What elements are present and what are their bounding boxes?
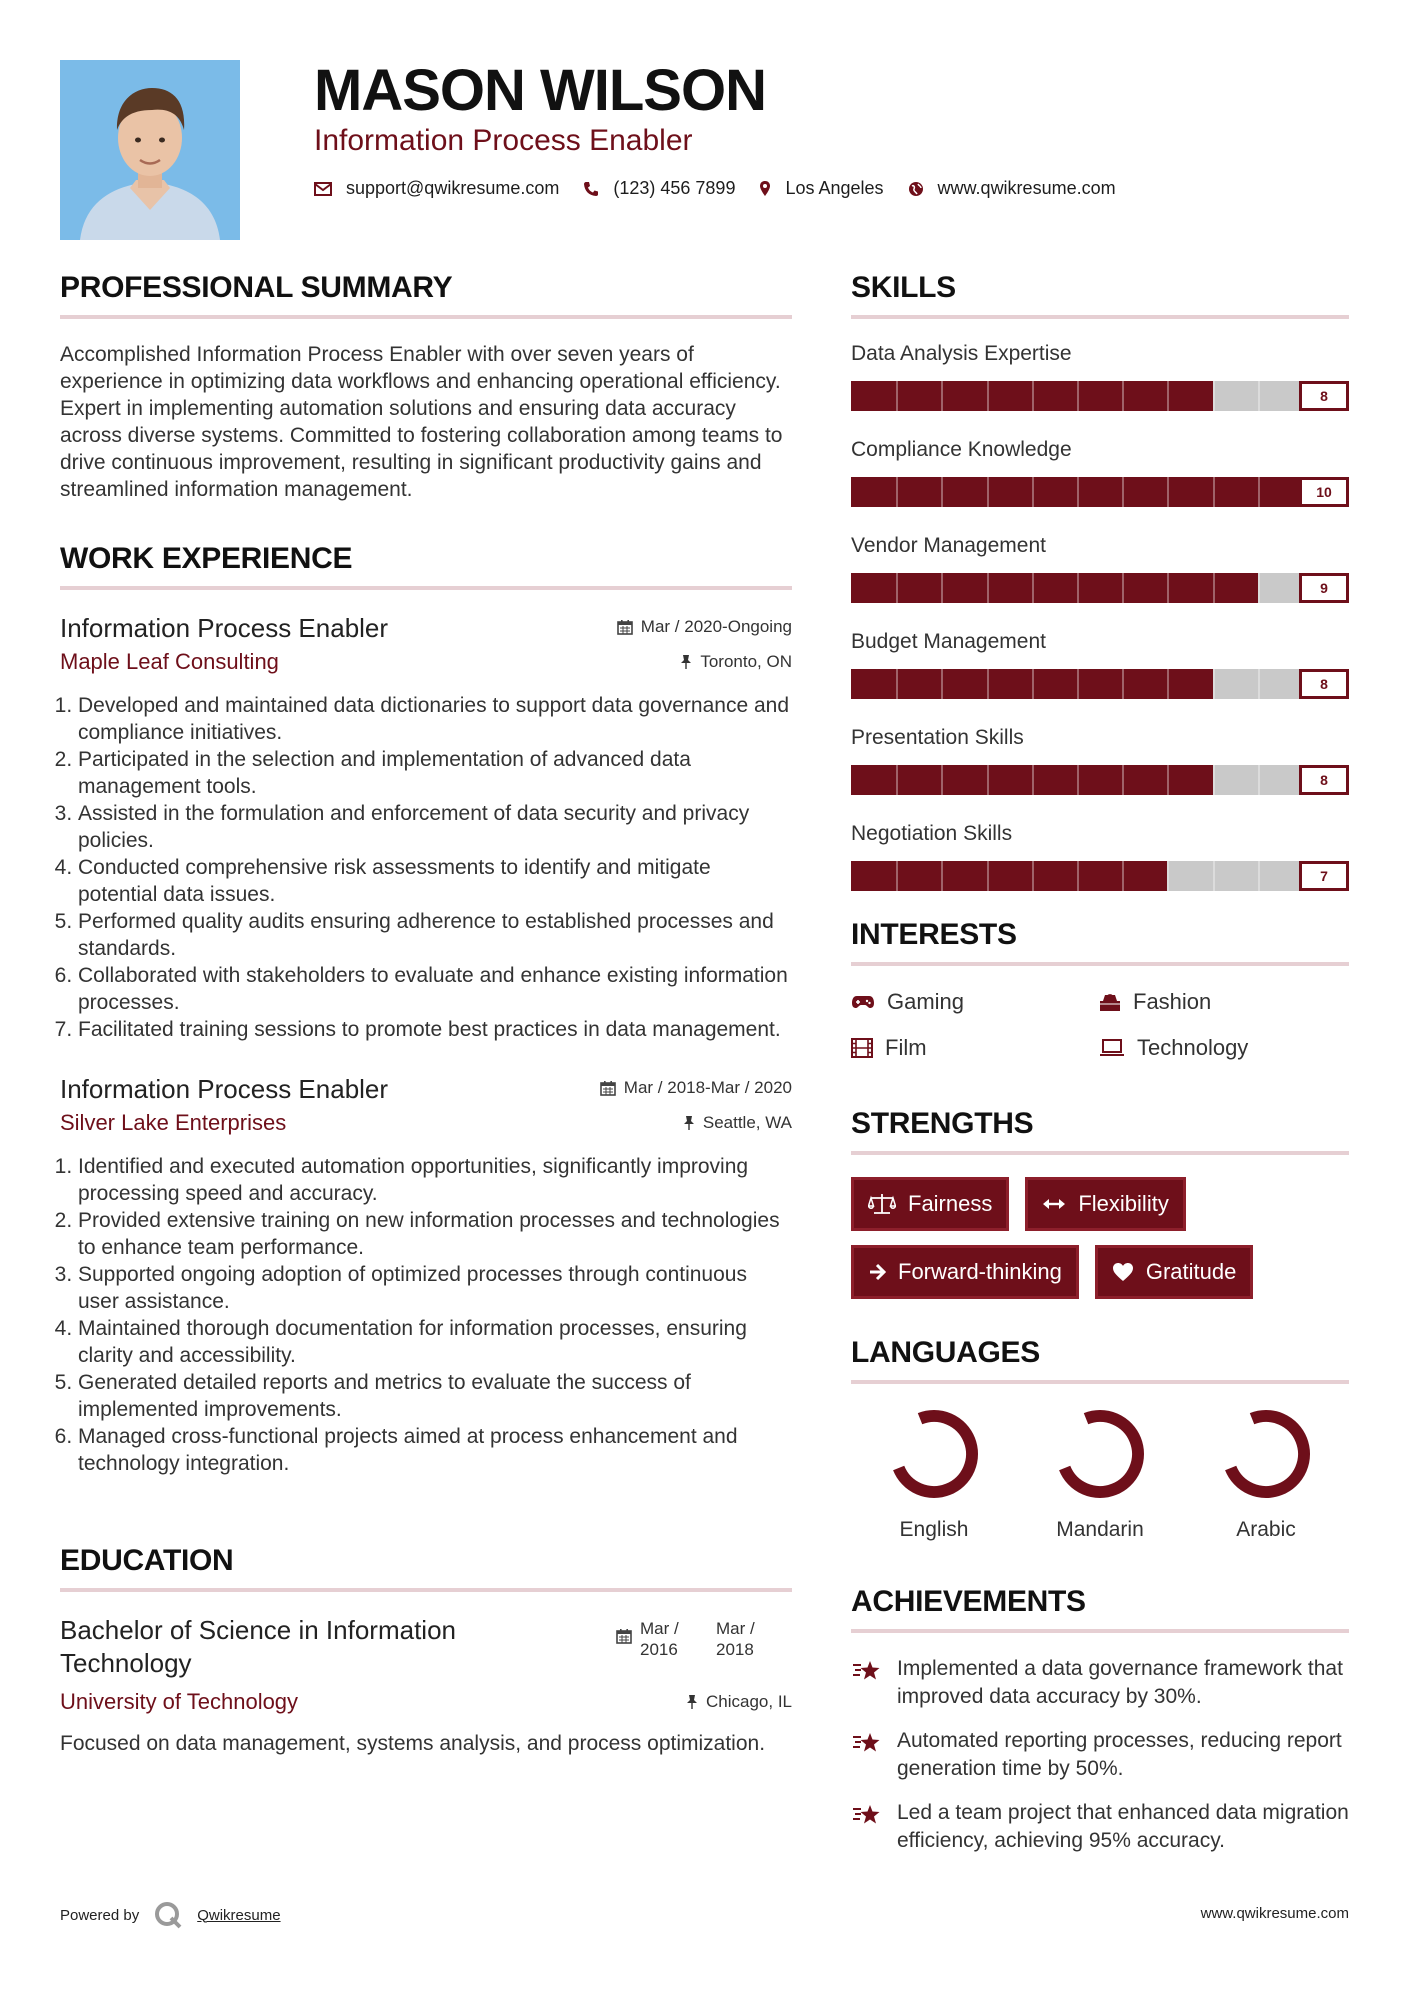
skill-score: 9 [1299, 573, 1349, 603]
interest-label: Gaming [887, 989, 965, 1014]
skill-item [851, 437, 1349, 507]
achievement-text: Implemented a data governance framework that improved data accuracy by 30%. [897, 1657, 1343, 1708]
gamepad-icon [851, 994, 875, 1010]
language-name: Arabic [1236, 1518, 1296, 1541]
skill-name: Vendor Management [851, 534, 1046, 557]
language-item [1017, 1406, 1183, 1542]
job-location [683, 1112, 792, 1134]
skill-bar-segment-divider [1077, 669, 1079, 699]
qwikresume-logo-icon [153, 1900, 183, 1930]
heart-icon [1112, 1262, 1134, 1282]
duty-item: 3. Assisted in the formulation and enforcement of data security and privacy policies. [78, 800, 792, 854]
skill-bar-fill [851, 861, 1167, 891]
job-dates [600, 1077, 792, 1099]
languages-section [851, 1335, 1349, 1542]
skill-bar-segment-divider [987, 765, 989, 795]
interest-label: Technology [1137, 1035, 1249, 1060]
calendar-icon [616, 1628, 632, 1644]
skill-bar-segment-divider [987, 669, 989, 699]
duty-item: 6. Managed cross-functional projects aimed at process enhancement and technology integration. [78, 1423, 792, 1477]
language-level-arc [1065, 1416, 1138, 1492]
interest-item [851, 1034, 1099, 1062]
strength-label: Flexibility [1078, 1191, 1169, 1216]
skill-bar-fill [851, 573, 1258, 603]
candidate-title: Information Process Enabler [314, 124, 693, 157]
skill-name: Negotiation Skills [851, 822, 1013, 845]
strength-chip [1025, 1177, 1185, 1231]
skill-bar [851, 765, 1349, 795]
skill-name: Compliance Knowledge [851, 438, 1072, 461]
skill-name: Data Analysis Expertise [851, 342, 1072, 365]
strengths-section [851, 1106, 1349, 1299]
job-location-text: Seattle, WA [702, 1113, 792, 1132]
language-level-ring [1052, 1406, 1148, 1502]
duty-item: 4. Maintained thorough documentation for information processes, ensuring clarity and accessibility. [78, 1315, 792, 1369]
skill-bar-segment-divider [1167, 669, 1169, 699]
job-entry-1 [60, 612, 792, 1043]
job-location-text: Toronto, ON [700, 652, 792, 671]
pushpin-icon [683, 1115, 695, 1131]
education-start: Mar / 2016 [640, 1619, 679, 1659]
language-level-arc [899, 1416, 972, 1492]
skill-item [851, 629, 1349, 699]
company-name: Maple Leaf Consulting [60, 649, 279, 674]
education-dates [616, 1618, 792, 1660]
strength-label: Fairness [908, 1191, 993, 1216]
achievement-item [851, 1799, 1349, 1855]
skill-bar-segment-divider [1032, 861, 1034, 891]
summary-text: Accomplished Information Process Enabler with over seven years of experience in optimizing data workflows and enhancing operational efficiency. Expert in implementing automation solutions and ensuring data accuracy across diverse systems. Committed to fostering collaboration among teams to drive continuous improvement, resulting in significant productivity gains and streamlined information management. [60, 343, 783, 501]
job-dates-text: Mar / 2020-Ongoing [640, 617, 792, 636]
star-award-icon [851, 1803, 883, 1829]
skill-item [851, 821, 1349, 891]
skill-bar-segment-divider [1077, 381, 1079, 411]
skill-bar-segment-divider [987, 381, 989, 411]
laptop-icon [1099, 1039, 1125, 1057]
job-dates-text: Mar / 2018-Mar / 2020 [623, 1078, 792, 1097]
skill-bar [851, 573, 1349, 603]
language-item [1183, 1406, 1349, 1542]
duty-item: 2. Provided extensive training on new information processes and technologies to enhance team performance. [78, 1207, 792, 1261]
left-column [60, 270, 792, 1757]
contact-website[interactable] [908, 178, 1116, 199]
strength-label: Forward-thinking [898, 1259, 1062, 1284]
duty-list [60, 692, 792, 1043]
job-title: Information Process Enabler [60, 1074, 389, 1104]
language-level-arc [1231, 1416, 1304, 1492]
contact-bar [314, 178, 1140, 199]
skill-bar-segment-divider [1258, 381, 1260, 411]
skill-bar-segment-divider [1032, 477, 1034, 507]
experience-section [60, 541, 792, 1477]
duty-list [60, 1153, 792, 1477]
skill-bar-segment-divider [1167, 477, 1169, 507]
skill-bar-segment-divider [1167, 381, 1169, 411]
calendar-icon [617, 619, 633, 635]
qwikresume-link[interactable]: Qwikresume [197, 1906, 281, 1924]
skill-bar-segment-divider [1122, 669, 1124, 699]
skill-bar-segment-divider [941, 477, 943, 507]
interests-heading: INTERESTS [851, 917, 1349, 966]
globe-icon [908, 181, 924, 197]
language-level-ring [886, 1406, 982, 1502]
phone-text: (123) 456 7899 [613, 178, 736, 198]
strength-chip [1095, 1245, 1254, 1299]
school-name: University of Technology [60, 1689, 299, 1714]
powered-by-label: Powered by [60, 1906, 140, 1924]
duty-item: 5. Generated detailed reports and metrics to evaluate the success of implemented improvements. [78, 1369, 792, 1423]
duty-item: 3. Supported ongoing adoption of optimized processes through continuous user assistance. [78, 1261, 792, 1315]
skill-bar-segment-divider [896, 573, 898, 603]
calendar-icon [600, 1080, 616, 1096]
strength-label: Gratitude [1145, 1259, 1237, 1284]
location-text: Los Angeles [785, 178, 884, 198]
star-award-icon [851, 1659, 883, 1685]
education-section [60, 1543, 792, 1757]
skill-bar-segment-divider [1077, 765, 1079, 795]
skills-section [851, 270, 1349, 891]
skill-bar-segment-divider [1077, 573, 1079, 603]
interest-label: Fashion [1133, 989, 1212, 1014]
strengths-list [851, 1177, 1349, 1299]
skill-score: 8 [1299, 669, 1349, 699]
skill-bar-segment-divider [896, 765, 898, 795]
skill-bar-segment-divider [941, 669, 943, 699]
skill-bar-segment-divider [896, 861, 898, 891]
skill-bar-segment-divider [1167, 861, 1169, 891]
interests-list [851, 988, 1349, 1062]
skill-bar-segment-divider [941, 573, 943, 603]
website-text: www.qwikresume.com [937, 178, 1116, 198]
skill-bar-segment-divider [987, 477, 989, 507]
achievements-section [851, 1584, 1349, 1855]
skill-bar-segment-divider [1122, 765, 1124, 795]
strength-chip [851, 1177, 1009, 1231]
skill-bar-segment-divider [896, 477, 898, 507]
skill-bar [851, 669, 1349, 699]
interest-item [1099, 1034, 1347, 1062]
skill-bar-segment-divider [1258, 669, 1260, 699]
skill-bar-segment-divider [1167, 765, 1169, 795]
skill-bar-segment-divider [1258, 861, 1260, 891]
skill-item [851, 533, 1349, 603]
education-heading: EDUCATION [60, 1543, 792, 1592]
skill-bar-segment-divider [1032, 669, 1034, 699]
languages-list [851, 1406, 1349, 1542]
skill-bar [851, 477, 1349, 507]
interest-item [851, 988, 1099, 1016]
interest-label: Film [885, 1035, 927, 1060]
skill-bar-segment-divider [1122, 861, 1124, 891]
strength-chip [851, 1245, 1079, 1299]
scale-icon [868, 1193, 896, 1215]
skill-item [851, 341, 1349, 411]
skill-score: 7 [1299, 861, 1349, 891]
footer-powered-by [60, 1900, 281, 1930]
skill-bar-segment-divider [941, 765, 943, 795]
skill-bar-segment-divider [1122, 573, 1124, 603]
skill-bar-segment-divider [941, 381, 943, 411]
star-award-icon [851, 1731, 883, 1757]
skill-bar-segment-divider [1032, 381, 1034, 411]
skill-bar-segment-divider [896, 669, 898, 699]
achievement-item [851, 1727, 1349, 1783]
job-entry-2 [60, 1073, 792, 1477]
contact-phone[interactable] [583, 178, 735, 199]
language-level-ring [1218, 1406, 1314, 1502]
summary-heading: PROFESSIONAL SUMMARY [60, 270, 792, 319]
duty-item: 2. Participated in the selection and implementation of advanced data management tools. [78, 746, 792, 800]
skill-name: Presentation Skills [851, 726, 1024, 749]
arrows-horizontal-icon [1042, 1197, 1066, 1211]
skill-item [851, 725, 1349, 795]
skill-bar-segment-divider [1258, 765, 1260, 795]
contact-email[interactable] [314, 178, 559, 199]
skill-bar [851, 381, 1349, 411]
phone-icon [583, 181, 599, 197]
job-dates [617, 616, 792, 638]
duty-item: 5. Performed quality audits ensuring adherence to established processes and standards. [78, 908, 792, 962]
degree-name: Bachelor of Science in Information Technology [60, 1615, 456, 1678]
skill-bar-segment-divider [1213, 669, 1215, 699]
interests-section [851, 917, 1349, 1062]
skill-bar-segment-divider [1258, 573, 1260, 603]
skills-list [851, 341, 1349, 891]
skill-bar-segment-divider [1258, 477, 1260, 507]
skill-bar-segment-divider [1122, 477, 1124, 507]
film-icon [851, 1038, 873, 1058]
duty-item: 1. Identified and executed automation opportunities, significantly improving processing speed and accuracy. [78, 1153, 792, 1207]
skill-bar [851, 861, 1349, 891]
pushpin-icon [686, 1694, 698, 1710]
strengths-heading: STRENGTHS [851, 1106, 1349, 1155]
map-pin-icon [759, 180, 771, 197]
job-location [680, 651, 792, 673]
skill-bar-segment-divider [941, 861, 943, 891]
language-name: English [899, 1518, 969, 1541]
summary-section [60, 270, 792, 503]
right-column [851, 270, 1349, 1871]
skill-score: 10 [1299, 477, 1349, 507]
education-end: Mar / 2018 [716, 1619, 755, 1659]
duty-item: 4. Conducted comprehensive risk assessments to identify and mitigate potential data issues. [78, 854, 792, 908]
skill-bar-segment-divider [1077, 477, 1079, 507]
footer-website[interactable]: www.qwikresume.com [1200, 1905, 1349, 1922]
pushpin-icon [680, 654, 692, 670]
experience-heading: WORK EXPERIENCE [60, 541, 792, 590]
achievement-text: Automated reporting processes, reducing report generation time by 50%. [897, 1729, 1342, 1780]
skill-bar-segment-divider [1032, 573, 1034, 603]
arrow-right-icon [868, 1263, 886, 1281]
skill-bar-segment-divider [1213, 573, 1215, 603]
languages-heading: LANGUAGES [851, 1335, 1349, 1384]
interest-item [1099, 988, 1347, 1016]
skill-name: Budget Management [851, 630, 1046, 653]
duty-item: 7. Facilitated training sessions to promote best practices in data management. [78, 1016, 792, 1043]
school-location [686, 1691, 792, 1713]
achievement-text: Led a team project that enhanced data migration efficiency, achieving 95% accuracy. [897, 1801, 1349, 1852]
language-item [851, 1406, 1017, 1542]
skills-heading: SKILLS [851, 270, 1349, 319]
skill-bar-segment-divider [987, 573, 989, 603]
envelope-icon [314, 182, 332, 196]
candidate-name: MASON WILSON [314, 58, 766, 123]
achievements-heading: ACHIEVEMENTS [851, 1584, 1349, 1633]
achievement-item [851, 1655, 1349, 1711]
language-name: Mandarin [1056, 1518, 1144, 1541]
skill-bar-segment-divider [1167, 573, 1169, 603]
email-text: support@qwikresume.com [346, 178, 560, 198]
skill-bar-segment-divider [1032, 765, 1034, 795]
skill-bar-segment-divider [896, 381, 898, 411]
shopping-bag-icon [1099, 992, 1121, 1012]
skill-bar-segment-divider [1122, 381, 1124, 411]
duty-item: 1. Developed and maintained data dictionaries to support data governance and compliance initiatives. [78, 692, 792, 746]
skill-bar-segment-divider [1213, 477, 1215, 507]
skill-score: 8 [1299, 765, 1349, 795]
skill-bar-segment-divider [987, 861, 989, 891]
education-description: Focused on data management, systems analysis, and process optimization. [60, 1732, 766, 1755]
profile-photo [60, 60, 240, 240]
skill-score: 8 [1299, 381, 1349, 411]
school-location-text: Chicago, IL [706, 1692, 792, 1711]
duty-item: 6. Collaborated with stakeholders to evaluate and enhance existing information processes. [78, 962, 792, 1016]
company-name: Silver Lake Enterprises [60, 1110, 287, 1135]
skill-bar-segment-divider [1213, 381, 1215, 411]
contact-location [759, 178, 883, 199]
skill-bar-segment-divider [1077, 861, 1079, 891]
skill-bar-segment-divider [1213, 861, 1215, 891]
job-title: Information Process Enabler [60, 613, 389, 643]
skill-bar-segment-divider [1213, 765, 1215, 795]
